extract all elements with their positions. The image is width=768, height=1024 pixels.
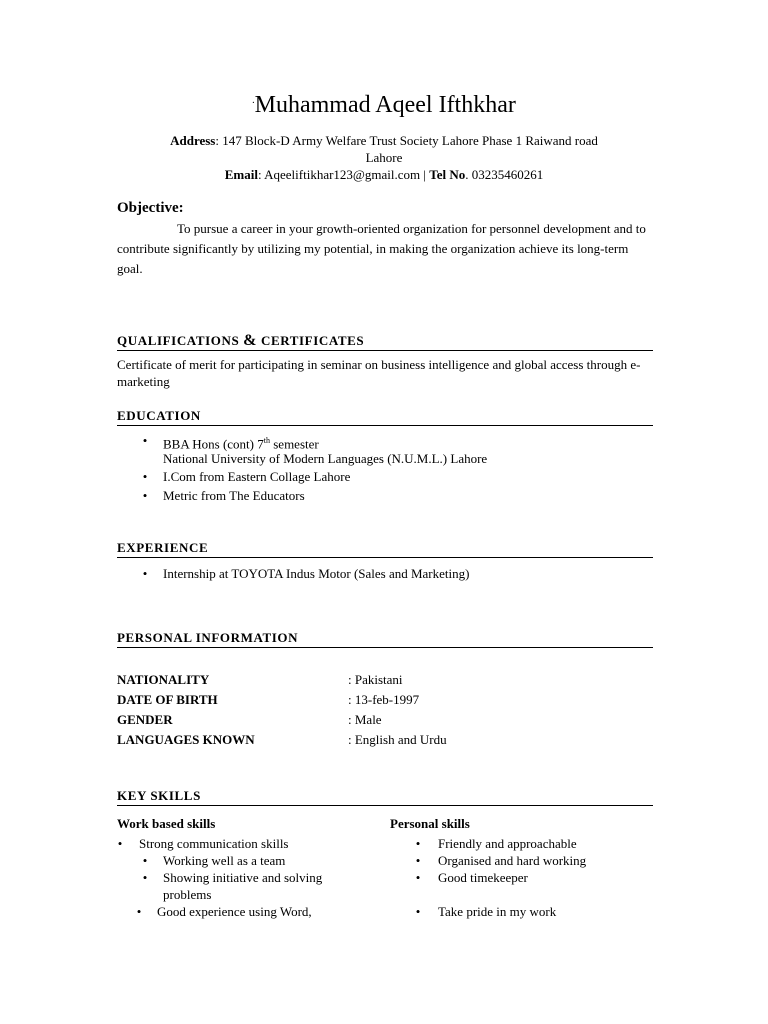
languages-value: : English and Urdu [348,732,447,747]
work-skill-3: Showing initiative and solving [163,870,323,885]
personal-skill-2: Organised and hard working [438,853,587,868]
personal-skills-heading: Personal skills [390,816,470,831]
qualifications-heading [117,333,653,351]
address-value: : 147 Block-D Army Welfare Trust Society Lahore Phase 1 Raiwand road [215,133,598,148]
bullet-icon: • [136,904,142,919]
bullet-icon: • [415,904,421,919]
qualifications-heading-amp: & [243,332,258,349]
bullet-icon: • [142,853,148,868]
bullet-icon: • [142,488,148,503]
experience-item-1: Internship at TOYOTA Indus Motor (Sales and Marketing) [163,566,470,581]
gender-label: GENDER [117,712,173,727]
address-line [100,132,668,149]
bullet-icon: • [142,870,148,885]
objective-text: To pursue a career in your growth-oriented organization for personnel development and to contribute significantly by utilizing my potential, in making the organization achieve its long-term goal. [117,221,646,276]
bullet-icon: • [142,433,148,448]
education-item-1-sup: th [263,436,270,445]
address-label: Address [170,133,216,148]
nationality-value: : Pakistani [348,672,403,687]
education-heading: EDUCATION [117,408,653,426]
experience-list [117,565,657,585]
personal-skill-3: Good timekeeper [438,870,528,885]
work-skill-1: Strong communication skills [139,836,289,851]
education-item-1-b: semester [269,436,319,452]
name-dot: . [252,95,255,106]
bullet-icon: • [142,566,148,581]
email-label: Email [224,167,258,182]
dob-value: : 13-feb-1997 [348,692,420,707]
education-item-1-line-2: National University of Modern Languages (N.U.M.L.) Lahore [163,451,488,466]
education-list [117,432,657,512]
personal-info-table [0,670,768,752]
name-text: Muhammad Aqeel Ifthkhar [254,92,516,118]
personal-info-heading: PERSONAL INFORMATION [117,630,653,648]
bullet-icon: • [415,853,421,868]
address-line-2: Lahore [365,150,403,165]
dob-label: DATE OF BIRTH [117,692,218,707]
work-skills-heading: Work based skills [117,816,216,831]
languages-label: LANGUAGES KNOWN [117,732,255,747]
email-value: : Aqeeliftikhar123@gmail.com | [257,167,430,182]
objective-heading: Objective: [117,200,184,216]
personal-skill-4: Take pride in my work [438,904,557,919]
work-skills-list [117,835,377,925]
bullet-icon: • [142,469,148,484]
key-skills-heading: KEY SKILLS [117,788,653,806]
gender-value: : Male [348,712,382,727]
candidate-name [0,86,768,120]
qualifications-heading-a: QUALIFICATIONS [117,333,240,348]
tel-label: Tel No [429,167,466,182]
tel-value: . 03235460261 [465,167,544,182]
experience-heading: EXPERIENCE [117,540,653,558]
education-item-1-a: BBA Hons (cont) 7 [163,436,264,452]
bullet-icon: • [117,836,123,851]
work-skill-2: Working well as a team [163,853,286,868]
nationality-label: NATIONALITY [117,672,210,687]
personal-skills-list [390,835,650,925]
education-item-2: I.Com from Eastern Collage Lahore [163,469,351,484]
education-item-3: Metric from The Educators [163,488,305,503]
qualifications-text: Certificate of merit for participating in seminar on business intelligence and global access through e-marketing [117,357,641,389]
bullet-icon: • [415,870,421,885]
work-skill-4: Good experience using Word, [157,904,312,919]
personal-skill-1: Friendly and approachable [438,836,577,851]
work-skill-3-line-2: problems [163,887,212,902]
qualifications-heading-b: CERTIFICATES [260,333,365,348]
bullet-icon: • [415,836,421,851]
contact-line [100,166,668,183]
